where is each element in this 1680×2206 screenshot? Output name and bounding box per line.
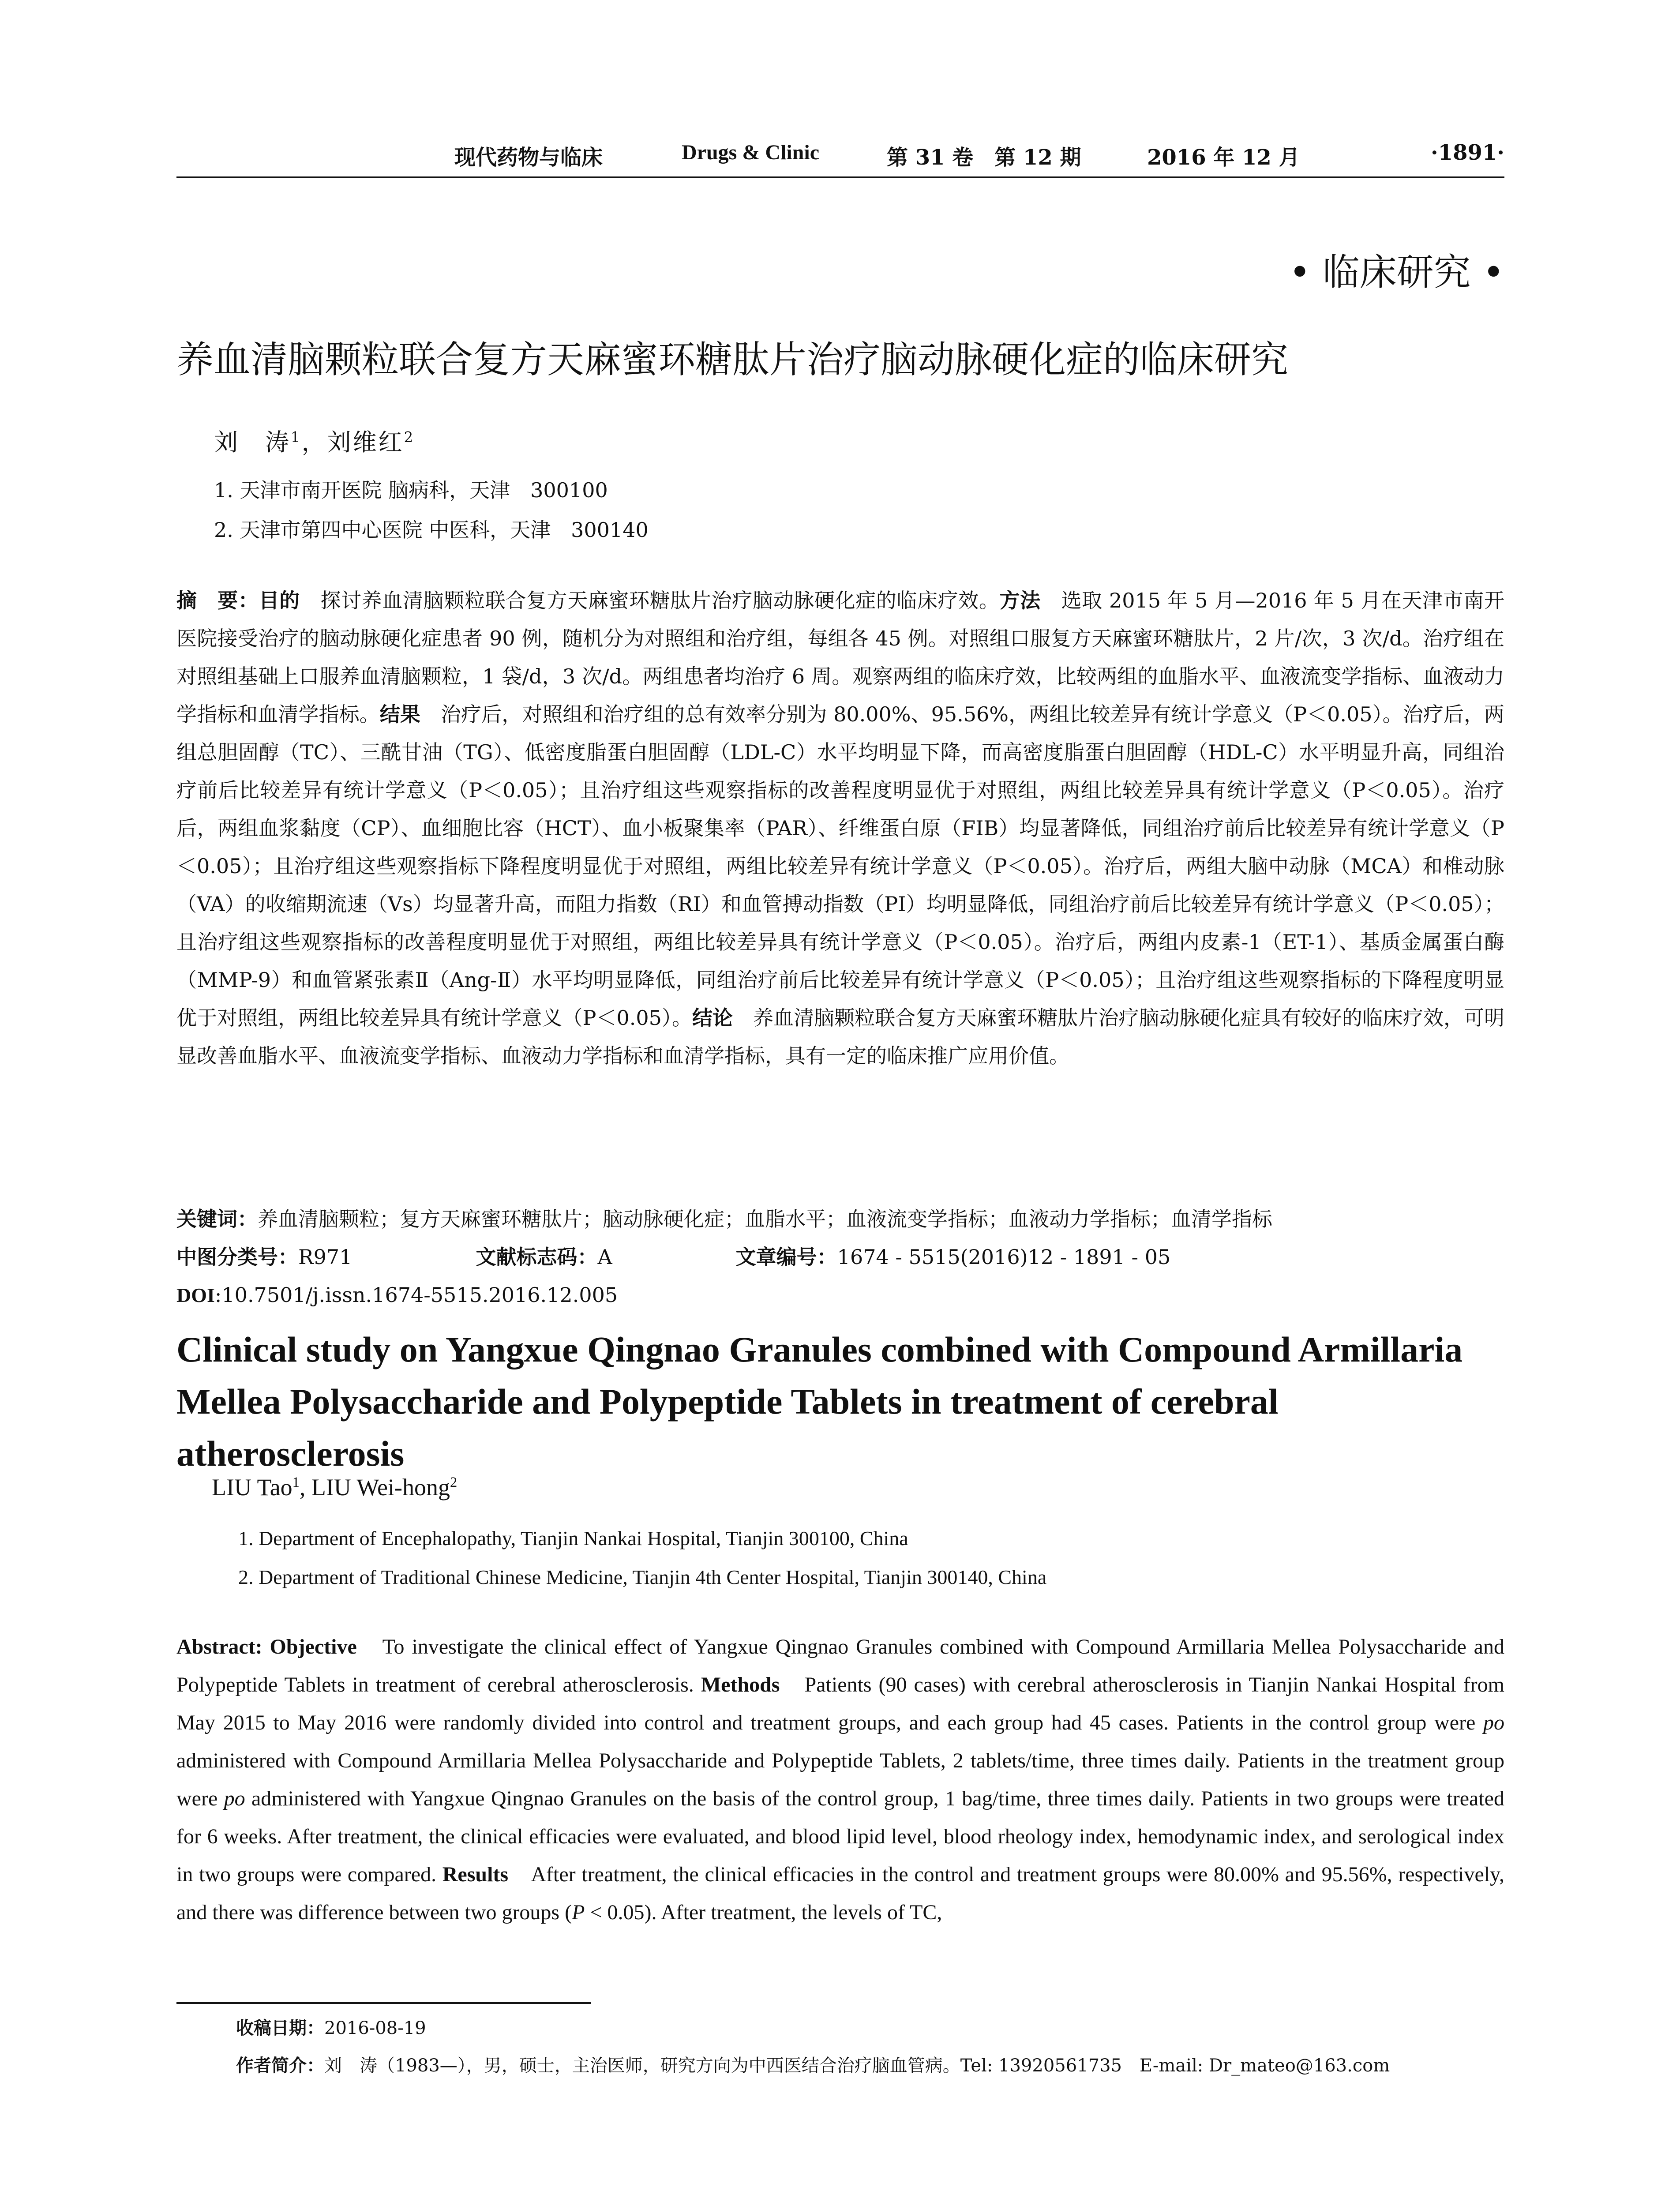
results-text: < 0.05). After treatment, the levels of TC, <box>585 1901 942 1924</box>
bio-text: 刘 涛（1983—），男，硕士，主治医师，研究方向为中西医结合治疗脑血管病。Tel: 13920561735 E-mail: Dr_mateo@163.com <box>324 2056 1390 2076</box>
affiliation-cn-1: 1. 天津市南开医院 脑病科，天津 300100 <box>214 478 608 502</box>
methods-text: administered with Compound Armillaria Mellea Polysaccharide and Polypeptide Tablets, 2 tablets/time, three times daily. Patients in the treatment group were <box>176 1749 1504 1810</box>
received-date <box>236 2014 426 2039</box>
title-en-line: Clinical study on Yangxue Qingnao Granules combined with Compound Armillaria <box>176 1329 1463 1369</box>
issue-date: 2016 年 12 月 <box>1147 145 1300 170</box>
document-code: A <box>597 1245 612 1269</box>
objective-text: To investigate the clinical effect of Yangxue Qingnao Granules combined with Compound Armillaria Mellea Polysaccharide and Polypeptide Tablets in treatment of cerebral atherosclerosis. <box>176 1635 1504 1696</box>
methods-text: administered with Yangxue Qingnao Granules on the basis of the control group, 1 bag/time, three times daily. Patients in two groups were treated for 6 weeks. After treatment, the clinical efficacies were evaluated, and blood lipid level, blood rheology index, hemodynamic index, and serological index in two groups were compared. <box>176 1787 1504 1886</box>
abstract-cn <box>176 582 1504 1075</box>
results-text: After treatment, the clinical efficacies in the control and treatment groups were 80.00% and 95.56%, respectively, and there was difference between two groups ( <box>176 1863 1504 1924</box>
classification-row <box>176 1238 1504 1276</box>
po-term: po <box>1483 1711 1504 1734</box>
abstract-en <box>176 1628 1504 1932</box>
methods-label: 方法 <box>999 589 1041 612</box>
authors-cn <box>214 424 415 458</box>
footnote-rule <box>176 2002 591 2004</box>
author-separator: , <box>299 1474 311 1501</box>
objective-label: 目的 <box>259 589 300 612</box>
title-en-line: Mellea Polysaccharide and Polypeptide Tablets in treatment of cerebral atherosclerosis <box>176 1381 1279 1474</box>
methods-text: 选取 2015 年 5 月—2016 年 5 月在天津市南开医院接受治疗的脑动脉硬化症患者 90 例，随机分为对照组和治疗组，每组各 45 例。对照组口服复方天麻蜜环糖肽片，2 片/次，3 次/d。治疗组在对照组基础上口服养血清脑颗粒，1 袋/d，3 次/d。两组患者均治疗 6 周。观察两组的临床疗效，比较两组的血脂水平、血液流变学指标、血液动力学指标和血清学指标。 <box>176 589 1505 726</box>
author-name: LIU Wei-hong <box>311 1474 450 1501</box>
received-value: 2016-08-19 <box>324 2018 426 2038</box>
objective-text: 探讨养血清脑颗粒联合复方天麻蜜环糖肽片治疗脑动脉硬化症的临床疗效。 <box>300 589 1000 612</box>
conclusion-label: 结论 <box>692 1006 733 1030</box>
article-number-label: 文章编号： <box>735 1245 837 1269</box>
keywords-row <box>176 1200 1504 1238</box>
author-bio <box>236 2052 1390 2077</box>
author-name: 刘维红 <box>327 428 404 456</box>
journal-name-cn: 现代药物与临床 <box>454 145 603 170</box>
document-code-label: 文献标志码： <box>476 1245 598 1269</box>
received-label: 收稿日期： <box>236 2018 324 2038</box>
keywords-label: 关键词： <box>176 1207 258 1231</box>
affiliation-marker: 1 <box>292 1474 300 1490</box>
running-header <box>176 140 1504 176</box>
article-number: 1674 - 5515(2016)12 - 1891 - 05 <box>837 1245 1171 1269</box>
header-rule <box>176 176 1504 178</box>
affiliation-marker: 2 <box>450 1474 458 1490</box>
page-number: ·1891· <box>1430 140 1504 165</box>
title-cn: 养血清脑颗粒联合复方天麻蜜环糖肽片治疗脑动脉硬化症的临床研究 <box>176 338 1289 381</box>
affiliation-en-2: 2. Department of Traditional Chinese Medicine, Tianjin 4th Center Hospital, Tianjin 300140, China <box>238 1566 1047 1588</box>
article-metadata <box>176 1200 1504 1314</box>
clc-number: R971 <box>298 1245 352 1269</box>
author-name: LIU Tao <box>212 1474 292 1501</box>
doi-label: DOI <box>176 1284 215 1306</box>
abstract-objective-label: Abstract: Objective <box>176 1635 357 1658</box>
journal-name-en: Drugs & Clinic <box>682 141 819 164</box>
p-value-symbol: P <box>572 1901 585 1924</box>
po-term: po <box>224 1787 245 1810</box>
doi-row <box>176 1276 1504 1314</box>
bio-label: 作者简介： <box>236 2056 324 2076</box>
methods-text: Patients (90 cases) with cerebral atherosclerosis in Tianjin Nankai Hospital from May 2015 to May 2016 were randomly divided into control and treatment groups, and each group had 45 cases. Patients in the control group were <box>176 1673 1504 1734</box>
doi: :10.7501/j.issn.1674-5515.2016.12.005 <box>214 1283 618 1307</box>
clc-label: 中图分类号： <box>176 1245 298 1269</box>
title-en <box>176 1324 1504 1480</box>
author-name: 刘 涛 <box>214 428 291 456</box>
volume-issue: 第 31 卷 第 12 期 <box>887 145 1081 170</box>
affiliation-marker: 1 <box>291 429 302 446</box>
abstract-label: 摘 要： <box>176 589 259 612</box>
affiliation-cn-2: 2. 天津市第四中心医院 中医科，天津 300140 <box>214 518 649 542</box>
results-label: Results <box>442 1863 509 1886</box>
column-label: • 临床研究 • <box>1289 251 1504 294</box>
affiliation-marker: 2 <box>404 429 415 446</box>
results-text: 治疗后，对照组和治疗组的总有效率分别为 80.00%、95.56%，两组比较差异有统计学意义（P＜0.05）。治疗后，两组总胆固醇（TC）、三酰甘油（TG）、低密度脂蛋白胆固醇（LDL-C）水平均明显下降，而高密度脂蛋白胆固醇（HDL-C）水平明显升高，同组治疗前后比较差异有统计学意义（P＜0.05）；且治疗组这些观察指标的改善程度明显优于对照组，两组比较差异具有统计学意义（P＜0.05）。治疗后，两组血浆黏度（CP）、血细胞比容（HCT）、血小板聚集率（PAR）、纤维蛋白原（FIB）均显著降低，同组治疗前后比较差异有统计学意义（P＜0.05）；且治疗组这些观察指标下降程度明显优于对照组，两组比较差异有统计学意义（P＜0.05）。治疗后，两组大脑中动脉（MCA）和椎动脉（VA）的收缩期流速（Vs）均显著升高，而阻力指数（RI）和血管搏动指数（PI）均明显降低，同组治疗前后比较差异有统计学意义（P＜0.05）；且治疗组这些观察指标的改善程度明显优于对照组，两组比较差异具有统计学意义（P＜0.05）。治疗后，两组内皮素-1（ET-1）、基质金属蛋白酶（MMP-9）和血管紧张素Ⅱ（Ang-Ⅱ）水平均明显降低，同组治疗前后比较差异有统计学意义（P＜0.05）；且治疗组这些观察指标的下降程度明显优于对照组，两组比较差异具有统计学意义（P＜0.05）。 <box>176 702 1505 1030</box>
authors-en <box>212 1474 457 1501</box>
methods-label: Methods <box>701 1673 780 1696</box>
conclusion-text: 养血清脑颗粒联合复方天麻蜜环糖肽片治疗脑动脉硬化症具有较好的临床疗效，可明显改善血脂水平、血液流变学指标、血液动力学指标和血清学指标，具有一定的临床推广应用价值。 <box>176 1006 1505 1068</box>
affiliation-en-1: 1. Department of Encephalopathy, Tianjin Nankai Hospital, Tianjin 300100, China <box>238 1527 908 1549</box>
results-label: 结果 <box>379 702 420 726</box>
author-separator: ， <box>301 428 327 456</box>
keywords: 养血清脑颗粒；复方天麻蜜环糖肽片；脑动脉硬化症；血脂水平；血液流变学指标；血液动力学指标；血清学指标 <box>258 1207 1272 1231</box>
